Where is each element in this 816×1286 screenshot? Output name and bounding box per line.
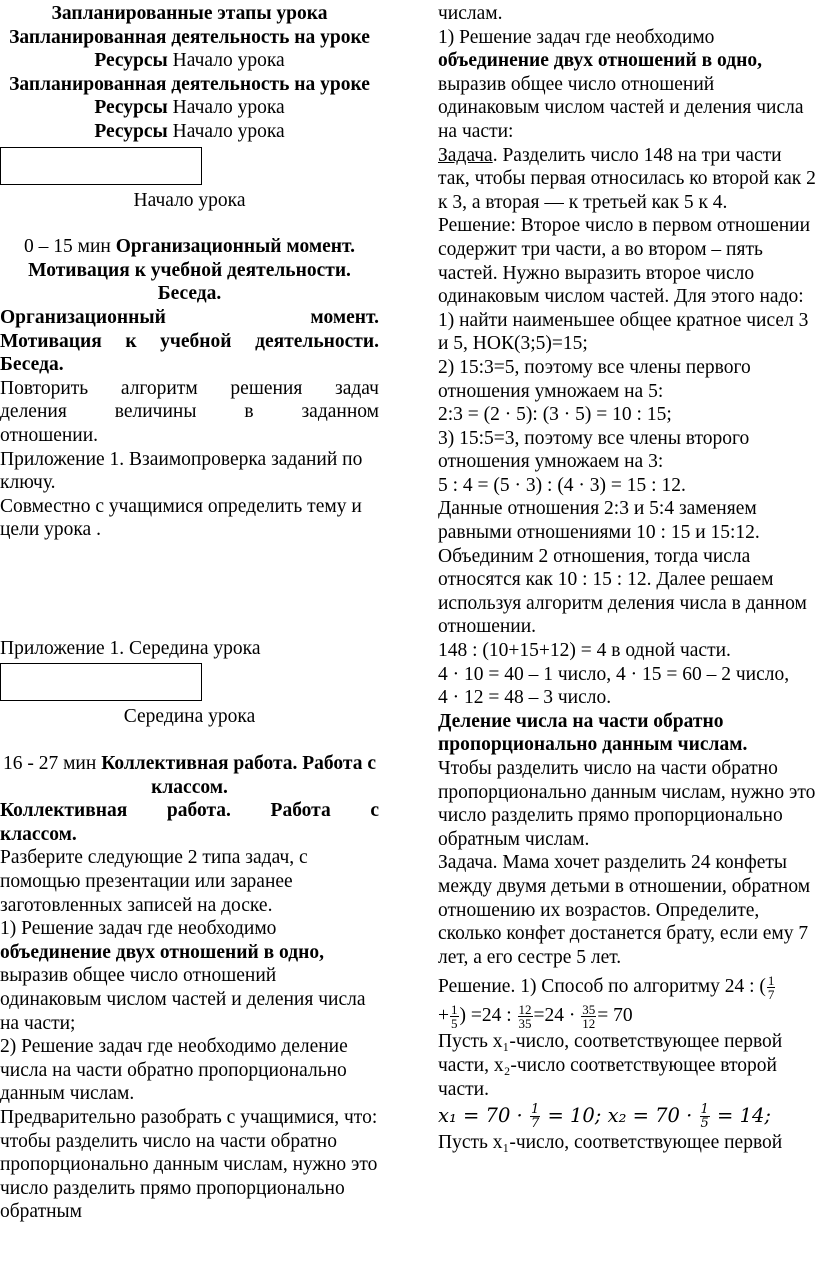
- fraction: $\frac{35}{12}$: [582, 1002, 596, 1032]
- appendix-note: Приложение 1. Взаимопроверка заданий по ключу.: [0, 448, 363, 494]
- appendix-link-line: Приложение 1. Середина урока: [0, 637, 261, 659]
- fraction: $\frac{1}{5}$: [700, 1102, 709, 1132]
- image-placeholder-start: [0, 147, 202, 185]
- left-column: Запланированные этапы урока Запланированная деятельность на уроке Ресурсы Начало урока Запланированная деятельность на уроке Ресурсы Начало урока Ресурсы Начало урока Начало урока 0 – 15 мин Организационный момент. Мотивация к учебной деятельности. Беседа. Организационный момент. Мотивация к учебной деятельности. Беседа. Повторить алгоритм решения задач деления величины в заданном отношении. Приложение 1. Взаимопроверка заданий по ключу. Совместно с учащимися определить тему и цели урока . Приложение 1. Середина урока Середина урока 16 - 27 мин Коллективная работа. Работа с классом. Коллективная работа. Работа с классом. Разберите следующие 2 типа задач, с помощью презентации или заранее заготовленных записей на доске. 1) Решение задач где необходимо объединение двух отношений в одно, выразив общее число отношений одинаковым числом частей и деления числа на части; 2) Решение задач где необходимо деление числа на части обратно пропорционально данным числам. Предварительно разобрать с учащимися, что: чтобы разделить число на части обратно пропорционально данным числам, нужно это число разделить прямо пропорционально обратным: [0, 3, 379, 1223]
- fraction: $\frac{1}{7}$: [767, 973, 775, 1003]
- section-heading-inverse: Деление числа на части обратно пропорционально данным числам.: [438, 710, 748, 756]
- fraction: $\frac{12}{35}$: [518, 1002, 532, 1032]
- section-2-title: 16 - 27 мин Коллективная работа. Работа с классом.: [2, 753, 377, 798]
- task-1: Задача. Разделить число 148 на три части так, чтобы первая относилась ко второй как 2 к 3, а вторая — к третьей как 5 к 4.: [438, 144, 816, 213]
- solution-2: Решение. 1) Способ по алгоритму 24 : ( $\frac{1}{7}$ + $\frac{1}{5}$ ) =24 : $\frac{12}{35}$ =24 · $\frac{35}{12}$ = 70: [438, 973, 775, 1032]
- topic-note: Совместно с учащимися определить тему и цели урока .: [0, 495, 362, 541]
- section-1-bold-1: Организационный момент.: [0, 306, 379, 328]
- right-column: числам. 1) Решение задач где необходимо объединение двух отношений в одно, выразив общее число отношений одинаковым числом частей и деления числа на части: Задача. Разделить число 148 на три части так, чтобы первая относилась ко второй как 2 к 3, а вторая — к третьей как 5 к 4. Решение: Второе число в первом отношении содержит три части, а во втором – пять частей. Нужно выразить второе число одинаковым числом частей. Для этого надо: 1) найти наименьшее общее кратное чисел 3 и 5, НОК(3;5)=15; 2) 15:3=5, поэтому все члены первого отношения умножаем на 5: 2:3 = (2 · 5): (3 · 5) = 10 : 15; 3) 15:5=3, поэтому все члены второго отношения умножаем на 3: 5 : 4 = (5 · 3) : (4 · 3) = 15 : 12. Данные отношения 2:3 и 5:4 заменяем равными отношениями 10 : 15 и 15:12. Объединим 2 отношения, тогда числа относятся как 10 : 15 : 12. Далее решаем используя алгоритм деления числа в данном отношении. 148 : (10+15+12) = 4 в одной части. 4 · 10 = 40 – 1 число, 4 · 15 = 60 – 2 число, 4 · 12 = 48 – 3 число. Деление числа на части обратно пропорционально данным числам. Чтобы разделить число на части обратно пропорционально данным числам, нужно это число разделить прямо пропорционально обратным числам. Задача. Мама хочет разделить 24 конфеты между двумя детьми в отношении, обратном отношению их возрастов. Определите, сколько конфет достанется брату, если ему 7 лет, а его сестре 5 лет. Решение. 1) Способ по алгоритму 24 : ( $\frac{1}{7}$ + $\frac{1}{5}$ ) =24 : $\frac{12}{35}$ =24 · $\frac{35}{12}$ = 70 Пусть х₁-число, соответствующее первой части, х₂-число соответствующее второй части. x₁ = 70 · $\frac{1}{7}$ = 10; x₂ = 70 · $\frac{1}{5}$ = 14; Пусть х₁-число, соответствующее первой: [438, 3, 816, 1154]
- section-1-bold-3: Беседа.: [0, 354, 64, 376]
- equation-x1-x2: x₁ = 70 · $\frac{1}{7}$ = 10; x₂ = 70 · $\frac{1}{5}$ = 14;: [438, 1102, 771, 1132]
- section-1-title: 0 – 15 мин Организационный момент. Мотивация к учебной деятельности. Беседа.: [24, 236, 355, 305]
- fraction: $\frac{1}{7}$: [530, 1102, 540, 1132]
- heading-line-1: Запланированные этапы урока: [51, 3, 328, 24]
- image-placeholder-middle: [0, 663, 202, 701]
- task-2: Задача. Мама хочет разделить 24 конфеты между двумя детьми в отношении, обратном отношению их возрастов. Определите, сколько конфет достанется брату, если ему 7 лет, а его сестре 5 лет.: [438, 852, 811, 968]
- fraction: $\frac{1}{5}$: [451, 1002, 458, 1032]
- stage-heading: Запланированные этапы урока Запланированная деятельность на уроке Ресурсы Начало урока Запланированная деятельность на уроке Ресурсы Начало урока Ресурсы Начало урока: [9, 3, 370, 142]
- section-1-bold-2: Мотивация к учебной деятельности.: [0, 330, 379, 352]
- appendix-link[interactable]: Приложение 1.: [0, 637, 125, 659]
- caption-middle: Середина урока: [123, 706, 256, 728]
- caption-start: Начало урока: [133, 189, 246, 211]
- task-label: Задача: [438, 144, 493, 166]
